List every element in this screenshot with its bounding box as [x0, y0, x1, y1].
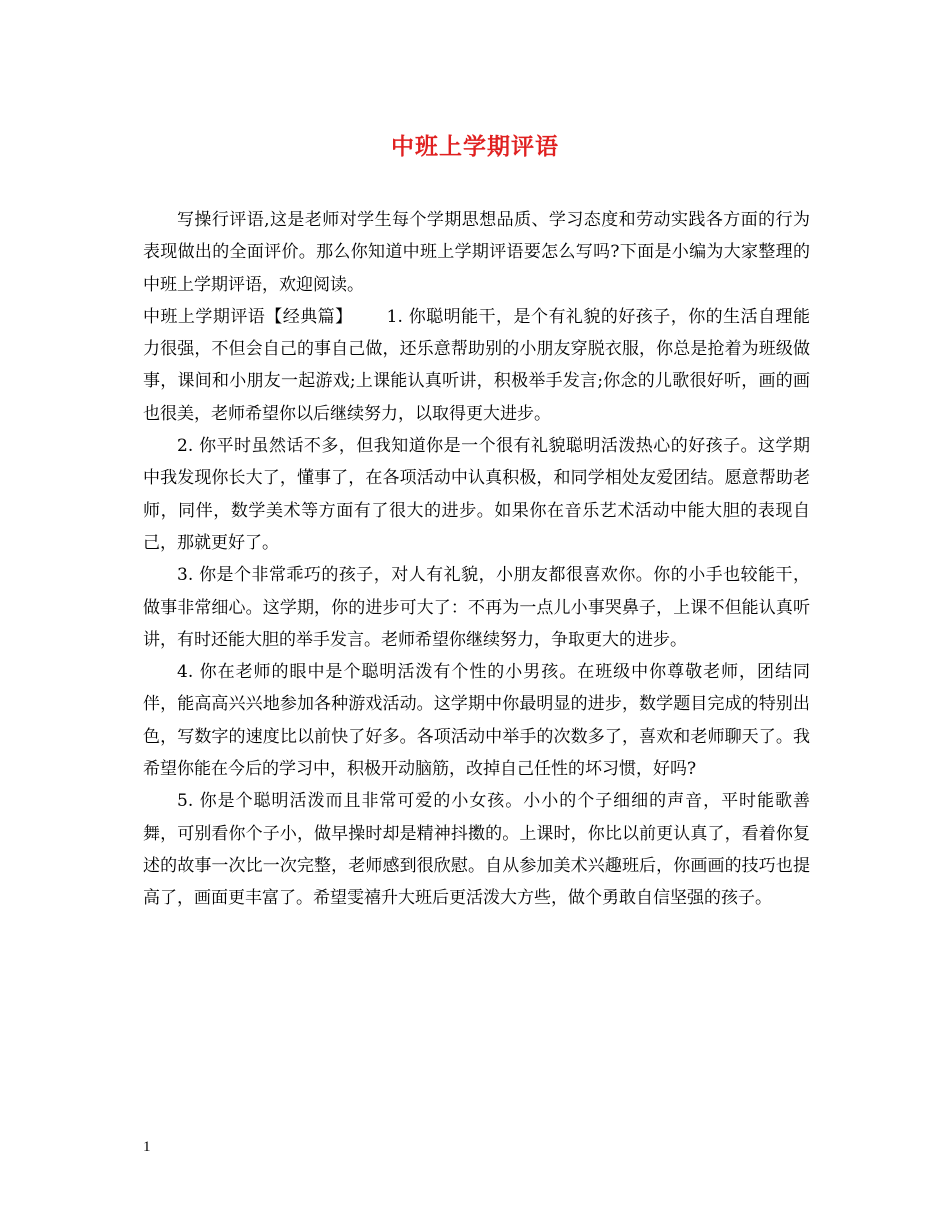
comment-item-3: 3. 你是个非常乖巧的孩子，对人有礼貌，小朋友都很喜欢你。你的小手也较能干，做事非常细心。这学期，你的进步可大了：不再为一点儿小事哭鼻子，上课不但能认真听讲，有时还能大胆的举手发言。老师希望你继续努力，争取更大的进步。: [143, 565, 810, 650]
document-title: 中班上学期评语: [391, 133, 559, 160]
section-heading: 中班上学期评语【经典篇】: [143, 306, 353, 327]
comment-item-2: 2. 你平时虽然话不多，但我知道你是一个很有礼貌聪明活泼热心的好孩子。这学期中我发现你长大了，懂事了，在各项活动中认真积极，和同学相处友爱团结。愿意帮助老师，同伴，数学美术等方面有了很大的进步。如果你在音乐艺术活动中能大胆的表现自己，那就更好了。: [143, 436, 810, 553]
comment-item-5: 5. 你是个聪明活泼而且非常可爱的小女孩。小小的个子细细的声音，平时能歌善舞，可别看你个子小，做早操时却是精神抖擞的。上课时，你比以前更认真了，看着你复述的故事一次比一次完整，老师感到很欣慰。自从参加美术兴趣班后，你画画的技巧也提高了，画面更丰富了。希望雯禧升大班后更活泼大方些，做个勇敢自信坚强的孩子。: [143, 791, 810, 909]
page-number: 1: [143, 1139, 151, 1155]
comment-item-4: 4. 你在老师的眼中是个聪明活泼有个性的小男孩。在班级中你尊敬老师，团结同伴，能高高兴兴地参加各种游戏活动。这学期中你最明显的进步，数学题目完成的特别出色，写数字的速度比以前快了好多。各项活动中举手的次数多了，喜欢和老师聊天了。我希望你能在今后的学习中，积极开动脑筋，改掉自己任性的坏习惯，好吗?: [143, 662, 810, 780]
intro-paragraph: 写操行评语,这是老师对学生每个学期思想品质、学习态度和劳动实践各方面的行为表现做出的全面评价。那么你知道中班上学期评语要怎么写吗?下面是小编为大家整理的中班上学期评语，欢迎阅读。: [143, 210, 810, 295]
document-body: [143, 204, 810, 915]
classic-section-paragraph: [143, 301, 810, 430]
comment-item-1: 1. 你聪明能干，是个有礼貌的好孩子，你的生活自理能力很强，不但会自己的事自己做，还乐意帮助别的小朋友穿脱衣服，你总是抢着为班级做事，课间和小朋友一起游戏;上课能认真听讲，积极举手发言;你念的儿歌很好听，画的画也很美，老师希望你以后继续努力，以取得更大进步。: [143, 306, 811, 424]
